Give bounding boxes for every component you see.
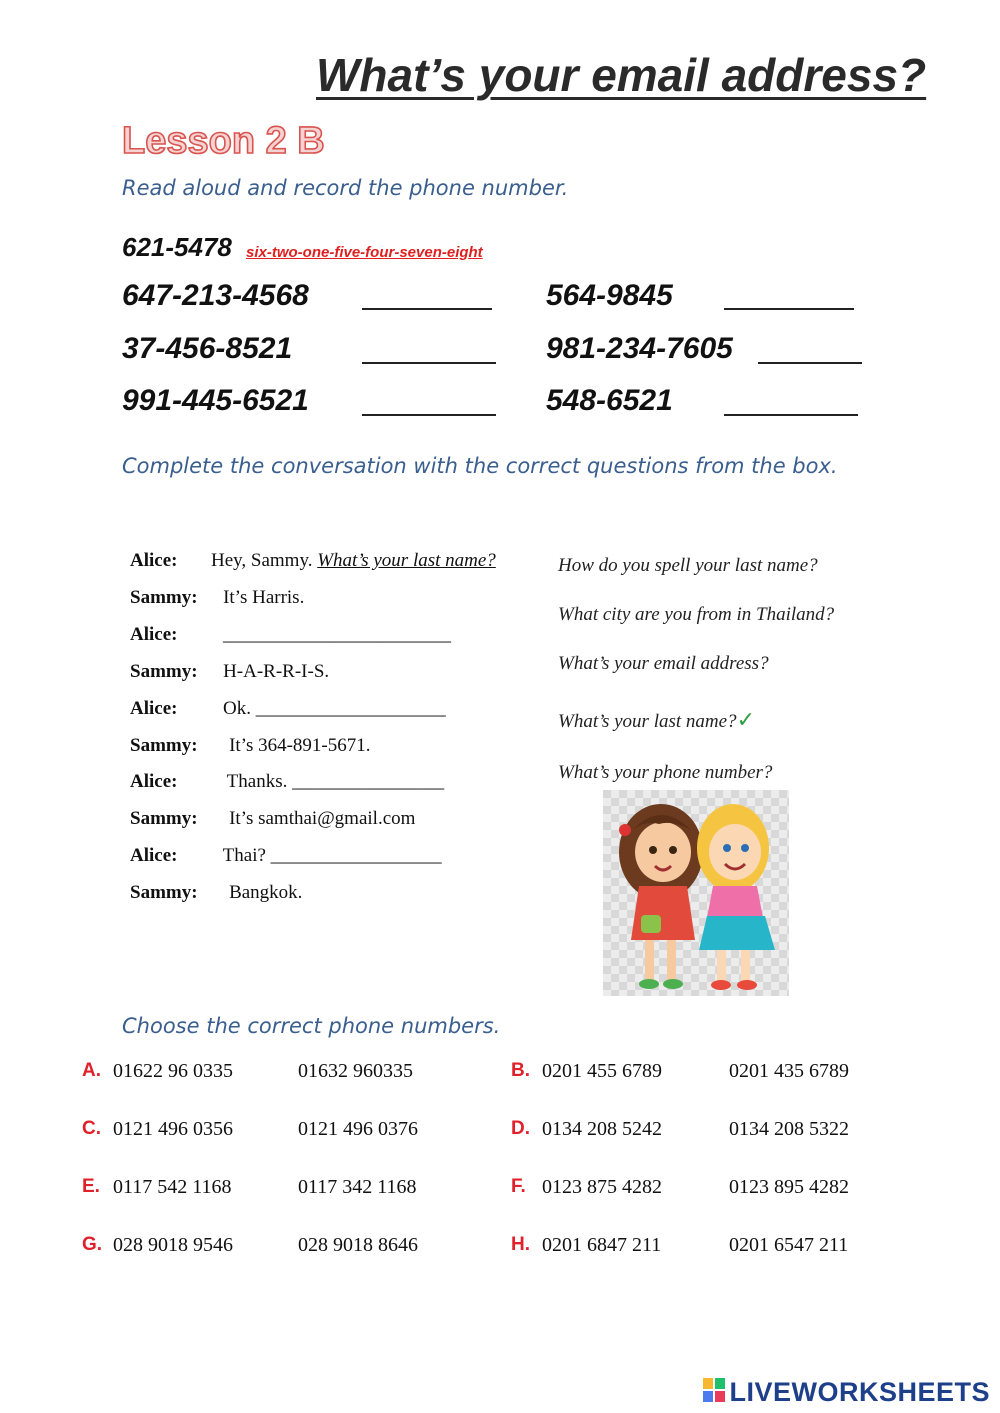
two-girls-illustration <box>603 790 789 996</box>
question-text: What’s your last name? <box>558 711 737 732</box>
dialogue-text: It’s samthai@gmail.com <box>229 808 416 829</box>
dialogue-text: Hey, Sammy. <box>210 550 313 571</box>
answer-blank[interactable] <box>362 308 492 310</box>
dialogue-line <box>130 698 446 720</box>
choice-letter: C. <box>82 1118 101 1139</box>
phone-number: 548-6521 <box>546 384 673 417</box>
choice-option[interactable]: 0201 455 6789 <box>542 1060 662 1082</box>
dialogue-text: It’s Harris. <box>223 587 305 608</box>
speaker: Sammy: <box>130 587 198 608</box>
dialogue-answer-blank[interactable]: Thai? __________________ <box>222 845 442 866</box>
footer-brand-text: LIVEWORKSHEETS <box>729 1377 990 1407</box>
page-title: What’s your email address? <box>316 49 927 101</box>
phone-number: 981-234-7605 <box>546 332 733 365</box>
choice-option[interactable]: 0121 496 0376 <box>298 1118 418 1140</box>
dialogue-line <box>130 845 442 867</box>
footer-brand <box>703 1377 990 1409</box>
dialogue-answer-blank[interactable]: ________________________ <box>222 624 451 645</box>
speaker: Alice: <box>130 845 178 866</box>
choice-option[interactable]: 0121 496 0356 <box>113 1118 233 1140</box>
speaker: Alice: <box>130 771 178 792</box>
answer-blank[interactable] <box>724 308 854 310</box>
choice-option[interactable]: 028 9018 8646 <box>298 1234 418 1256</box>
choice-option[interactable]: 01622 96 0335 <box>113 1060 233 1082</box>
example-words: six-two-one-five-four-seven-eight <box>246 244 483 261</box>
dialogue-text: H-A-R-R-I-S. <box>223 661 330 682</box>
example-number: 621-5478 <box>122 232 232 262</box>
choice-option[interactable]: 0134 208 5322 <box>729 1118 849 1140</box>
instruction-conversation: Complete the conversation with the correct questions from the box. <box>122 454 838 478</box>
dialogue-line <box>130 587 304 609</box>
check-icon: ✓ <box>736 707 755 732</box>
choice-option[interactable]: 0123 875 4282 <box>542 1176 662 1198</box>
speaker: Alice: <box>130 550 178 571</box>
choice-option[interactable]: 0123 895 4282 <box>729 1176 849 1198</box>
dialogue-text: It’s 364-891-5671. <box>229 735 371 756</box>
dialogue-line <box>130 735 371 757</box>
answer-blank[interactable] <box>362 362 496 364</box>
phone-number: 647-213-4568 <box>122 279 309 312</box>
choice-letter: H. <box>511 1234 530 1255</box>
choice-letter: E. <box>82 1176 100 1197</box>
instruction-read-aloud: Read aloud and record the phone number. <box>122 176 569 200</box>
question-option[interactable]: What’s your phone number? <box>558 762 773 783</box>
phone-number: 564-9845 <box>546 279 673 312</box>
choice-option[interactable]: 0201 435 6789 <box>729 1060 849 1082</box>
choice-letter: B. <box>511 1060 530 1081</box>
dialogue-answer-blank[interactable]: Thanks. ________________ <box>226 771 445 792</box>
choice-option[interactable]: 0117 342 1168 <box>298 1176 417 1198</box>
choice-option[interactable]: 0117 542 1168 <box>113 1176 232 1198</box>
dialogue-line <box>130 808 415 830</box>
speaker: Sammy: <box>130 882 198 903</box>
question-option[interactable] <box>558 707 755 733</box>
speaker: Alice: <box>130 624 178 645</box>
dialogue-line <box>130 771 444 793</box>
speaker: Sammy: <box>130 735 198 756</box>
answer-blank[interactable] <box>362 414 496 416</box>
phone-number: 991-445-6521 <box>122 384 309 417</box>
phone-number: 37-456-8521 <box>122 332 293 365</box>
choice-option[interactable]: 01632 960335 <box>298 1060 413 1082</box>
choice-letter: G. <box>82 1234 103 1255</box>
choice-option[interactable]: 028 9018 9546 <box>113 1234 233 1256</box>
answer-blank[interactable] <box>758 362 862 364</box>
dialogue-answer: What’s your last name? <box>317 550 496 571</box>
dialogue-answer-blank[interactable]: Ok. ____________________ <box>222 698 446 719</box>
choice-option[interactable]: 0201 6847 211 <box>542 1234 662 1256</box>
liveworksheets-logo-icon <box>703 1378 725 1409</box>
dialogue-line <box>130 882 302 904</box>
dialogue-line <box>130 661 329 683</box>
instruction-choose-numbers: Choose the correct phone numbers. <box>122 1014 501 1038</box>
choice-letter: A. <box>82 1060 101 1081</box>
question-option[interactable]: How do you spell your last name? <box>558 555 818 576</box>
dialogue-line <box>130 624 451 646</box>
speaker: Alice: <box>130 698 178 719</box>
choice-option[interactable]: 0201 6547 211 <box>729 1234 849 1256</box>
dialogue-text: Bangkok. <box>229 882 303 903</box>
answer-blank[interactable] <box>724 414 858 416</box>
question-option[interactable]: What’s your email address? <box>558 653 769 674</box>
question-option[interactable]: What city are you from in Thailand? <box>558 604 835 625</box>
speaker: Sammy: <box>130 661 198 682</box>
choice-letter: F. <box>511 1176 526 1197</box>
choice-option[interactable]: 0134 208 5242 <box>542 1118 662 1140</box>
choice-letter: D. <box>511 1118 530 1139</box>
speaker: Sammy: <box>130 808 198 829</box>
dialogue-line <box>130 550 496 572</box>
lesson-heading: Lesson 2 B <box>122 120 325 162</box>
